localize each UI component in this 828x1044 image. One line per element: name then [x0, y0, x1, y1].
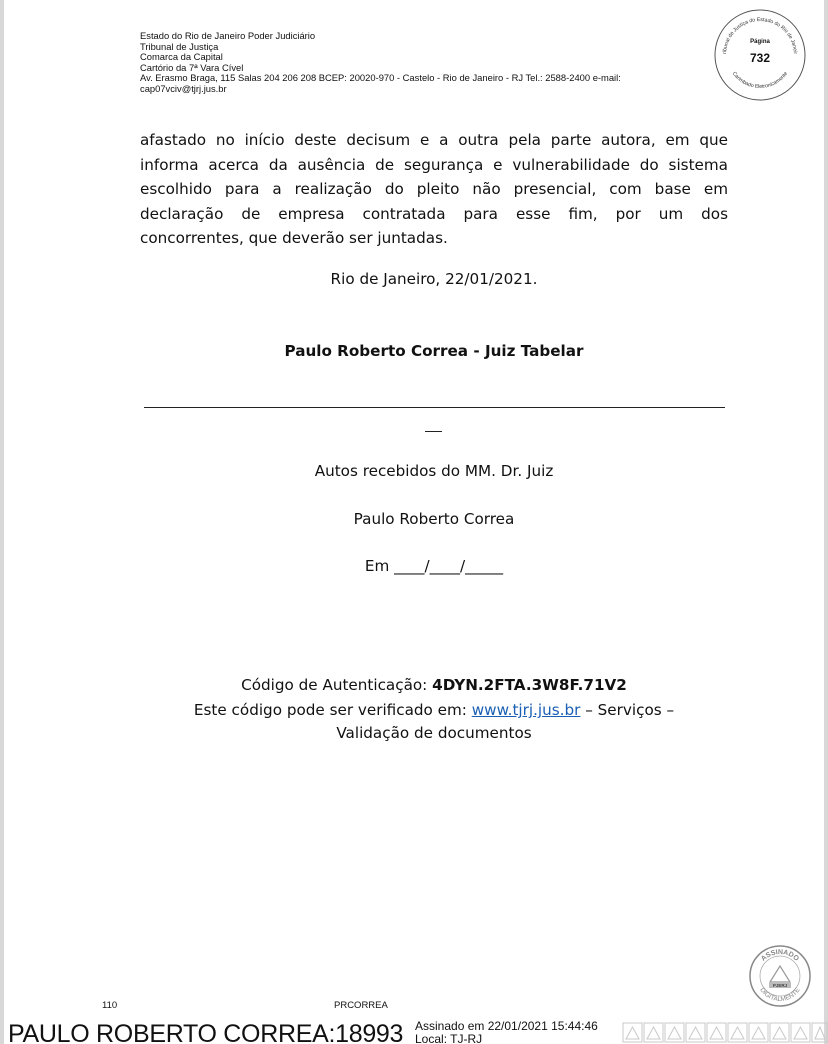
decision-text: [140, 128, 728, 251]
page-edge-left: [0, 0, 4, 1044]
date-blank-line: Em ____/____/_____: [364, 557, 504, 575]
signature-date: Assinado em 22/01/2021 15:44:46: [415, 1020, 598, 1033]
tjrj-link[interactable]: www.tjrj.jus.br: [471, 701, 581, 719]
signer-name: Paulo Roberto Correa - Juiz Tabelar: [284, 342, 584, 360]
signature-strip-pattern-icon: [622, 1021, 828, 1044]
auth-code: 4DYN.2FTA.3W8F.71V2: [432, 676, 627, 694]
authentication-code-line: [140, 676, 728, 694]
header-line: Cartório da 7ª Vara Cível: [140, 61, 244, 73]
digital-seal-icon: [748, 944, 812, 1008]
page-edge-right: [824, 0, 828, 1044]
autos-judge-name: Paulo Roberto Correa: [353, 510, 515, 528]
short-divider: [425, 431, 442, 432]
divider: [144, 407, 725, 408]
svg-text:Carimbado Eletronicamente: [731, 71, 789, 90]
header-line: cap07vciv@tjrj.jus.br: [140, 82, 227, 94]
footer-number: 110: [102, 1000, 118, 1011]
seal-ring-top-text: ribunal de Justiça do Estado do Rio de Janeir: [722, 16, 798, 55]
page-number: 732: [749, 51, 771, 65]
auth-label: Código de Autenticação:: [241, 676, 433, 694]
seal-ring-bottom-text: Carimbado Eletronicamente: [730, 70, 790, 90]
verification-line: [140, 701, 728, 719]
page-label: Página: [750, 39, 770, 45]
court-header: [140, 31, 720, 95]
header-line: Tribunal de Justiça: [140, 40, 219, 52]
autos-received: Autos recebidos do MM. Dr. Juiz: [314, 462, 554, 480]
svg-text:Tribunal de Justiça do Estado: [712, 7, 798, 54]
place-date: Rio de Janeiro, 22/01/2021.: [330, 270, 538, 288]
signature-info: [415, 1020, 598, 1044]
body-line: concorrentes, que deverão ser juntadas.: [140, 229, 448, 248]
digital-signature-seal: [748, 944, 812, 1008]
body-line: afastado no início deste decisum e a outra pela parte autora, em que: [140, 131, 728, 149]
seal-top-text: ASSINADO: [760, 948, 800, 963]
header-line: Av. Erasmo Braga, 115 Salas 204 206 208 BCEP: 20020-970 - Castelo - Rio de Janeiro - RJ Tel.: 2588-2400 e-mail:: [140, 72, 621, 84]
page-number-seal: [712, 7, 808, 103]
header-line: Estado do Rio de Janeiro Poder Judiciário: [140, 30, 316, 41]
verify-prefix: Este código pode ser verificado em:: [193, 701, 472, 719]
seal-bottom-text: DIGITALMENTE: [758, 986, 802, 1004]
verification-line-2: Validação de documentos: [336, 724, 532, 742]
footer-user: PRCORREA: [334, 1000, 388, 1011]
signature-local: Local: TJ-RJ: [415, 1032, 483, 1044]
body-line: declaração de empresa contratada para esse fim, por um dos: [140, 204, 728, 223]
body-line: escolhido para a realização do pleito não presencial, com base em: [140, 180, 728, 199]
body-line: informa acerca da ausência de segurança e vulnerabilidade do sistema: [140, 155, 728, 174]
signature-name: PAULO ROBERTO CORREA:18993: [8, 1020, 404, 1044]
seal-center-text: PJERJ: [772, 983, 788, 988]
verify-suffix: – Serviços –: [580, 701, 675, 719]
header-line: Comarca da Capital: [140, 51, 223, 63]
